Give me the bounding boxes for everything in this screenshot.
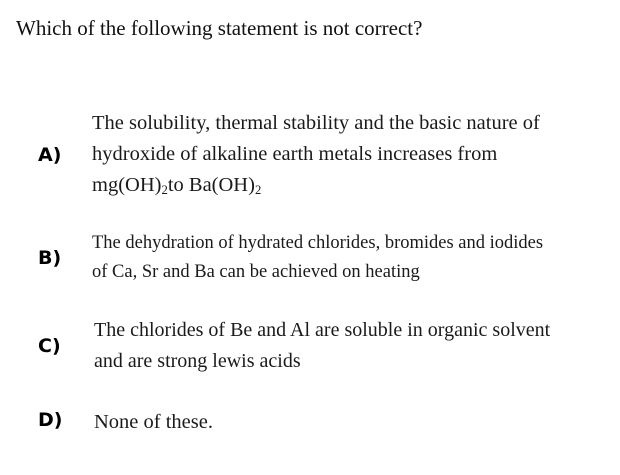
option-a-line-2: hydroxide of alkaline earth metals increases from	[92, 143, 498, 165]
formula-mg-oh: mg(OH)	[92, 174, 162, 196]
option-b-text[interactable]	[92, 229, 543, 287]
option-a-text[interactable]	[92, 108, 540, 201]
option-c-line-1: The chlorides of Be and Al are soluble in organic solvent	[94, 319, 551, 341]
option-a-formula-line	[92, 170, 540, 201]
option-b-label[interactable]: B)	[38, 247, 62, 269]
option-c-label[interactable]: C)	[38, 335, 61, 357]
formula-to-ba-oh: to Ba(OH)	[167, 174, 255, 196]
option-c-text[interactable]	[94, 315, 550, 377]
formula-subscript: 2	[161, 183, 168, 198]
option-a-line-1: The solubility, thermal stability and the basic nature of	[92, 112, 540, 134]
option-a-label[interactable]: A)	[38, 144, 62, 166]
option-d-line-1: None of these.	[94, 411, 213, 433]
question-text: Which of the following statement is not correct?	[16, 16, 423, 40]
option-b-line-2: of Ca, Sr and Ba can be achieved on heating	[92, 262, 420, 282]
option-d-label[interactable]: D)	[38, 409, 63, 431]
option-c-line-2: and are strong lewis acids	[94, 350, 301, 372]
option-b-line-1: The dehydration of hydrated chlorides, bromides and iodides	[92, 233, 544, 253]
formula-subscript: 2	[254, 183, 262, 198]
option-d-text[interactable]	[94, 407, 213, 437]
